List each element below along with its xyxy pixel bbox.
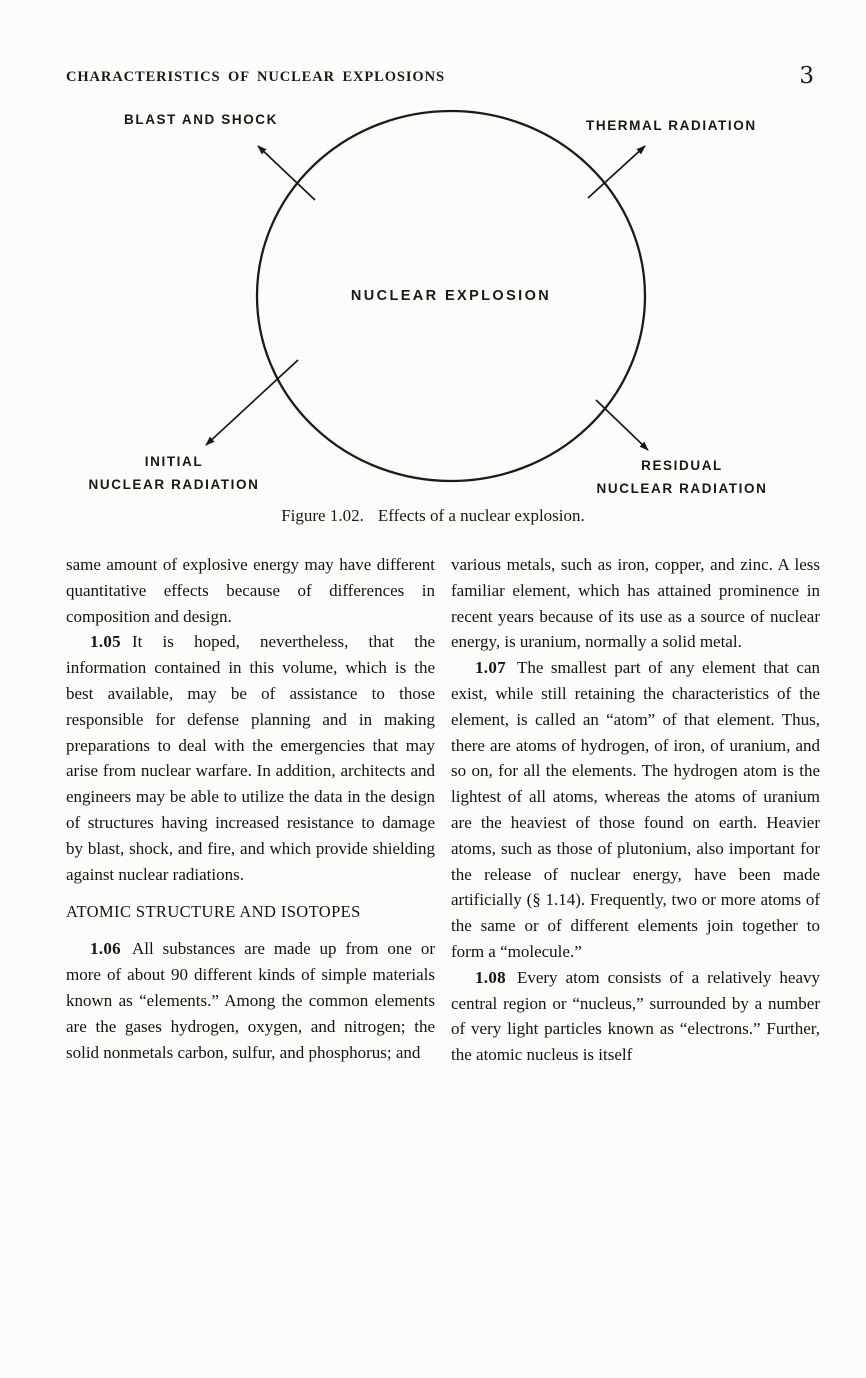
column-left [66, 552, 435, 1068]
figure-label-residual-line2: NUCLEAR RADIATION [596, 481, 768, 496]
page-header [66, 63, 822, 89]
paragraph-text: All substances are made up from one or more of about 90 different kinds of simple materials known as “elements.” Among the common elements are the gases hydrogen, oxygen, and nitrogen; the solid nonmetals carbon, sulfur, and phosphorus; and [66, 939, 435, 1062]
paragraph-text: same amount of explosive energy may have different quantitative effects because of differences in composition and design. [66, 555, 435, 626]
arrow-initial-nuclear-radiation-icon [206, 360, 298, 445]
figure-label-initial-line1: INITIAL [144, 454, 204, 469]
figure-caption-text: Effects of a nuclear explosion. [377, 506, 585, 525]
paragraph-text: It is hoped, nevertheless, that the information contained in this volume, which is the best available, may be of assistance to those responsible for defense planning and in making preparations to deal with the emergencies that may arise from nuclear warfare. In addition, architects and engineers may be able to utilize the data in the design of structures having increased resistance to damage by blast, shock, and fire, and which provide shielding against nuclear radiations. [66, 632, 435, 884]
figure-center-label: NUCLEAR EXPLOSION [350, 288, 552, 304]
paragraph-number: 1.08 [475, 967, 506, 987]
figure-caption-number: Figure 1.02. [281, 506, 364, 525]
paragraph-1-05 [66, 629, 435, 887]
paragraph-text: various metals, such as iron, copper, and zinc. A less familiar element, which has attained prominence in recent years because of its use as a source of nuclear energy, is uranium, normally a solid metal. [451, 555, 820, 652]
section-heading-atomic-structure: ATOMIC STRUCTURE AND ISOTOPES [66, 902, 361, 922]
page-number: 3 [799, 63, 814, 89]
figure-caption [0, 506, 866, 526]
figure-label-initial-nuclear-radiation [70, 450, 278, 496]
column-right [451, 552, 820, 1068]
figure-label-residual-line1: RESIDUAL [641, 458, 723, 473]
figure-label-initial-line2: NUCLEAR RADIATION [88, 477, 260, 492]
running-head-title: CHARACTERISTICS OF NUCLEAR EXPLOSIONS [66, 69, 445, 85]
paragraph-number: 1.05 [90, 632, 121, 652]
paragraph-1-07 [451, 655, 820, 965]
paragraph-1-06 [66, 936, 435, 1065]
paragraph-1-08 [451, 965, 820, 1068]
arrow-residual-nuclear-radiation-icon [596, 400, 648, 450]
paragraph-number: 1.07 [475, 658, 506, 678]
paragraph-number: 1.06 [90, 939, 121, 959]
figure-label-blast-and-shock: BLAST AND SHOCK [124, 112, 278, 127]
paragraph-text: The smallest part of any element that can exist, while still retaining the characteristics of the element, is called an “atom” of that element. Thus, there are atoms of hydrogen, of iron, of uranium, and so on, for all the elements. The hydrogen atom is the lightest of all atoms, whereas the atoms of uranium are the heaviest of those found on earth. Heavier atoms, such as those of plutonium, also important for the release of nuclear energy, have been made artificially (§ 1.14). Frequently, two or more atoms of the same or of different elements join together to form a “molecule.” [451, 658, 820, 961]
body-columns [66, 552, 820, 1068]
paragraph-1-06-continuation [451, 552, 820, 655]
figure-diagram [0, 98, 866, 503]
paragraph-text: Every atom consists of a relatively heavy central region or “nucleus,” surrounded by a number of very light particles known as “electrons.” Further, the atomic nucleus is itself [451, 967, 820, 1065]
figure-label-thermal-radiation: THERMAL RADIATION [586, 118, 757, 133]
figure-label-residual-nuclear-radiation [586, 454, 778, 500]
paragraph-1-04-continuation [66, 552, 435, 629]
